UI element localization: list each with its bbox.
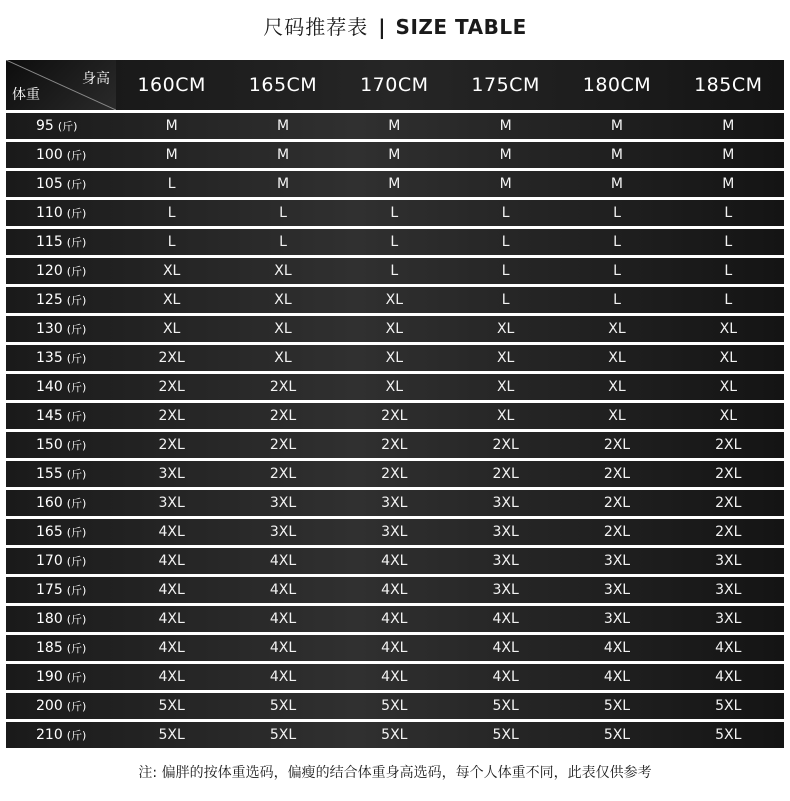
weight-value: 130 xyxy=(36,321,63,337)
size-cell: 4XL xyxy=(381,669,408,685)
table-row xyxy=(6,142,784,168)
size-cell: XL xyxy=(274,350,292,366)
size-cell: M xyxy=(165,147,178,163)
size-cell: M xyxy=(610,147,624,163)
size-cell: 5XL xyxy=(381,727,408,743)
weight-unit: (斤) xyxy=(66,410,87,423)
title-chinese: 尺码推荐表 xyxy=(263,15,369,39)
weight-cell xyxy=(6,287,116,313)
size-cell: 2XL xyxy=(603,437,631,453)
size-cell: L xyxy=(390,234,399,250)
table-row xyxy=(6,229,784,255)
table-row xyxy=(6,461,784,487)
size-cell: M xyxy=(499,118,512,134)
size-cell: 4XL xyxy=(269,582,297,598)
weight-unit: (斤) xyxy=(66,381,87,394)
height-header: 170CM xyxy=(360,74,429,96)
size-cell: 2XL xyxy=(603,495,631,511)
size-cell: M xyxy=(610,176,624,192)
size-cell: XL xyxy=(162,321,181,337)
weight-cell xyxy=(6,142,116,168)
size-cell: M xyxy=(722,176,735,192)
weight-unit: (斤) xyxy=(66,149,87,162)
weight-value: 110 xyxy=(36,205,63,221)
weight-value: 105 xyxy=(36,176,63,192)
size-cell: M xyxy=(722,118,735,134)
size-cell: 5XL xyxy=(158,698,185,714)
size-cell: XL xyxy=(162,292,181,308)
size-cell: XL xyxy=(608,321,626,337)
size-cell: L xyxy=(279,205,287,221)
size-cell: L xyxy=(167,176,176,192)
size-cell: XL xyxy=(385,379,404,395)
weight-cell xyxy=(6,577,116,603)
table-header-row xyxy=(6,60,784,110)
size-cell: 3XL xyxy=(603,611,631,627)
weight-cell xyxy=(6,548,116,574)
weight-cell xyxy=(6,403,116,429)
size-cell: M xyxy=(388,147,401,163)
size-cell: XL xyxy=(608,408,626,424)
weight-cell xyxy=(6,635,116,661)
size-cell: M xyxy=(165,118,178,134)
weight-unit: (斤) xyxy=(66,178,87,191)
weight-value: 160 xyxy=(36,495,63,511)
size-cell: XL xyxy=(719,350,737,366)
size-cell: 4XL xyxy=(158,669,185,685)
size-cell: L xyxy=(724,205,733,221)
weight-value: 150 xyxy=(36,437,63,453)
size-cell: XL xyxy=(162,263,181,279)
size-cell: 3XL xyxy=(492,524,519,540)
size-cell: M xyxy=(722,147,735,163)
weight-value: 140 xyxy=(36,379,63,395)
weight-unit: (斤) xyxy=(66,729,87,742)
weight-cell xyxy=(6,200,116,226)
weight-unit: (斤) xyxy=(57,120,78,133)
weight-value: 145 xyxy=(36,408,63,424)
weight-value: 125 xyxy=(36,292,63,308)
size-cell: L xyxy=(724,263,733,279)
size-cell: 4XL xyxy=(269,611,297,627)
weight-value: 115 xyxy=(36,234,63,250)
weight-cell xyxy=(6,461,116,487)
weight-unit: (斤) xyxy=(66,207,87,220)
weight-cell xyxy=(6,722,116,748)
height-header: 175CM xyxy=(471,74,540,96)
table-row xyxy=(6,258,784,284)
table-row xyxy=(6,490,784,516)
size-cell: M xyxy=(499,176,512,192)
table-row xyxy=(6,432,784,458)
weight-cell xyxy=(6,490,116,516)
weight-value: 210 xyxy=(36,727,63,743)
size-cell: 3XL xyxy=(158,466,185,482)
size-cell: XL xyxy=(608,350,626,366)
size-cell: 5XL xyxy=(492,698,519,714)
weight-unit: (斤) xyxy=(66,439,87,452)
title-separator: | xyxy=(378,15,386,39)
weight-unit: (斤) xyxy=(66,352,87,365)
weight-cell xyxy=(6,664,116,690)
table-row xyxy=(6,519,784,545)
size-cell: 2XL xyxy=(158,379,185,395)
size-cell: 2XL xyxy=(381,466,408,482)
footnote: 注: 偏胖的按体重选码，偏瘦的结合体重身高选码，每个人体重不同，此表仅供参考 xyxy=(138,765,652,781)
size-cell: 2XL xyxy=(158,350,185,366)
size-cell: 3XL xyxy=(603,553,631,569)
size-cell: 4XL xyxy=(381,640,408,656)
size-cell: L xyxy=(501,263,510,279)
weight-cell xyxy=(6,432,116,458)
size-cell: XL xyxy=(719,379,737,395)
size-cell: XL xyxy=(719,321,737,337)
weight-value: 120 xyxy=(36,263,63,279)
weight-unit: (斤) xyxy=(66,323,87,336)
size-cell: 5XL xyxy=(158,727,185,743)
size-cell: XL xyxy=(385,292,404,308)
size-cell: 3XL xyxy=(715,553,742,569)
weight-unit: (斤) xyxy=(66,497,87,510)
size-cell: 2XL xyxy=(381,437,408,453)
size-cell: XL xyxy=(274,263,292,279)
table-row xyxy=(6,548,784,574)
weight-value: 135 xyxy=(36,350,63,366)
size-cell: M xyxy=(388,176,401,192)
table-row xyxy=(6,316,784,342)
weight-cell xyxy=(6,519,116,545)
size-cell: 5XL xyxy=(715,727,742,743)
weight-value: 95 xyxy=(36,118,54,134)
weight-unit: (斤) xyxy=(66,584,87,597)
size-cell: XL xyxy=(274,292,292,308)
size-cell: 3XL xyxy=(269,495,297,511)
size-cell: XL xyxy=(496,408,515,424)
size-cell: L xyxy=(613,263,621,279)
weight-value: 185 xyxy=(36,640,63,656)
weight-value: 170 xyxy=(36,553,63,569)
weight-cell xyxy=(6,606,116,632)
size-cell: 4XL xyxy=(158,640,185,656)
height-header: 165CM xyxy=(248,74,318,96)
size-cell: 5XL xyxy=(269,727,297,743)
size-cell: L xyxy=(279,234,287,250)
table-row xyxy=(6,374,784,400)
table-row xyxy=(6,345,784,371)
weight-unit: (斤) xyxy=(66,236,87,249)
size-cell: 3XL xyxy=(492,553,519,569)
size-cell: 3XL xyxy=(492,582,519,598)
size-cell: 3XL xyxy=(381,495,408,511)
size-cell: M xyxy=(388,118,401,134)
weight-unit: (斤) xyxy=(66,265,87,278)
weight-unit: (斤) xyxy=(66,526,87,539)
weight-value: 175 xyxy=(36,582,63,598)
size-cell: XL xyxy=(719,408,737,424)
weight-cell xyxy=(6,345,116,371)
table-row xyxy=(6,171,784,197)
weight-cell xyxy=(6,171,116,197)
weight-cell xyxy=(6,229,116,255)
size-cell: M xyxy=(499,147,512,163)
size-cell: 4XL xyxy=(603,640,631,656)
size-cell: L xyxy=(613,292,621,308)
weight-unit: (斤) xyxy=(66,700,87,713)
weight-unit: (斤) xyxy=(66,468,87,481)
size-cell: 4XL xyxy=(603,669,631,685)
size-cell: 4XL xyxy=(715,640,742,656)
weight-cell xyxy=(6,693,116,719)
table-row xyxy=(6,287,784,313)
weight-value: 165 xyxy=(36,524,63,540)
size-cell: 2XL xyxy=(381,408,408,424)
table-row xyxy=(6,403,784,429)
size-cell: 4XL xyxy=(381,611,408,627)
size-cell: L xyxy=(167,205,176,221)
table-row xyxy=(6,722,784,748)
size-cell: M xyxy=(276,118,290,134)
size-cell: L xyxy=(613,205,621,221)
weight-value: 100 xyxy=(36,147,63,163)
size-cell: 4XL xyxy=(381,582,408,598)
title-english: SIZE TABLE xyxy=(395,15,527,39)
size-cell: L xyxy=(724,292,733,308)
size-cell: L xyxy=(501,234,510,250)
weight-unit: (斤) xyxy=(66,671,87,684)
weight-value: 200 xyxy=(36,698,63,714)
weight-cell xyxy=(6,258,116,284)
size-cell: 2XL xyxy=(492,437,519,453)
size-cell: 4XL xyxy=(269,669,297,685)
size-cell: 5XL xyxy=(603,727,631,743)
table-row xyxy=(6,606,784,632)
table-row xyxy=(6,577,784,603)
size-cell: 3XL xyxy=(269,524,297,540)
weight-value: 180 xyxy=(36,611,63,627)
height-axis-label: 身高 xyxy=(82,71,110,87)
size-cell: XL xyxy=(496,321,515,337)
weight-unit: (斤) xyxy=(66,294,87,307)
size-cell: L xyxy=(613,234,621,250)
size-table xyxy=(6,60,784,751)
size-cell: 2XL xyxy=(715,437,742,453)
size-cell: L xyxy=(724,234,733,250)
table-row xyxy=(6,635,784,661)
size-cell: 2XL xyxy=(269,437,297,453)
size-cell: 4XL xyxy=(381,553,408,569)
weight-value: 155 xyxy=(36,466,63,482)
size-cell: 4XL xyxy=(269,640,297,656)
size-cell: 2XL xyxy=(158,437,185,453)
size-cell: 2XL xyxy=(492,466,519,482)
size-cell: 4XL xyxy=(158,553,185,569)
size-cell: 3XL xyxy=(492,495,519,511)
weight-cell xyxy=(6,113,116,139)
size-cell: L xyxy=(390,205,399,221)
height-header: 185CM xyxy=(694,74,763,96)
table-body xyxy=(6,113,784,748)
size-cell: 3XL xyxy=(715,582,742,598)
size-cell: 4XL xyxy=(492,640,519,656)
weight-cell xyxy=(6,316,116,342)
weight-unit: (斤) xyxy=(66,642,87,655)
size-cell: 4XL xyxy=(492,669,519,685)
size-cell: 3XL xyxy=(603,582,631,598)
size-cell: 2XL xyxy=(269,408,297,424)
size-cell: M xyxy=(276,147,290,163)
size-cell: 3XL xyxy=(715,611,742,627)
size-cell: 5XL xyxy=(381,698,408,714)
size-cell: M xyxy=(276,176,290,192)
size-cell: 3XL xyxy=(381,524,408,540)
size-cell: 4XL xyxy=(492,611,519,627)
size-cell: 5XL xyxy=(603,698,631,714)
size-cell: 2XL xyxy=(603,466,631,482)
table-row xyxy=(6,113,784,139)
size-cell: 2XL xyxy=(269,466,297,482)
size-cell: 4XL xyxy=(158,524,185,540)
weight-unit: (斤) xyxy=(66,613,87,626)
size-cell: XL xyxy=(496,350,515,366)
weight-cell xyxy=(6,374,116,400)
weight-unit: (斤) xyxy=(66,555,87,568)
size-cell: 2XL xyxy=(158,408,185,424)
size-cell: 4XL xyxy=(715,669,742,685)
size-cell: 4XL xyxy=(269,553,297,569)
size-cell: 5XL xyxy=(492,727,519,743)
size-cell: 4XL xyxy=(158,582,185,598)
table-row xyxy=(6,200,784,226)
table-row xyxy=(6,693,784,719)
size-cell: 5XL xyxy=(269,698,297,714)
size-cell: 2XL xyxy=(269,379,297,395)
height-header: 160CM xyxy=(137,74,206,96)
size-cell: L xyxy=(501,292,510,308)
page-title xyxy=(0,12,790,42)
size-cell: 5XL xyxy=(715,698,742,714)
size-cell: XL xyxy=(608,379,626,395)
weight-axis-label: 体重 xyxy=(12,87,40,103)
size-cell: 2XL xyxy=(715,524,742,540)
size-cell: L xyxy=(501,205,510,221)
size-cell: 4XL xyxy=(158,611,185,627)
size-cell: L xyxy=(167,234,176,250)
size-cell: XL xyxy=(496,379,515,395)
table-row xyxy=(6,664,784,690)
size-cell: M xyxy=(610,118,624,134)
size-cell: XL xyxy=(385,350,404,366)
size-cell: L xyxy=(390,263,399,279)
weight-value: 190 xyxy=(36,669,63,685)
size-cell: 2XL xyxy=(715,466,742,482)
size-cell: XL xyxy=(274,321,292,337)
height-header: 180CM xyxy=(582,74,652,96)
size-cell: 3XL xyxy=(158,495,185,511)
size-cell: 2XL xyxy=(715,495,742,511)
size-cell: XL xyxy=(385,321,404,337)
size-cell: 2XL xyxy=(603,524,631,540)
table-corner-cell xyxy=(6,60,116,110)
